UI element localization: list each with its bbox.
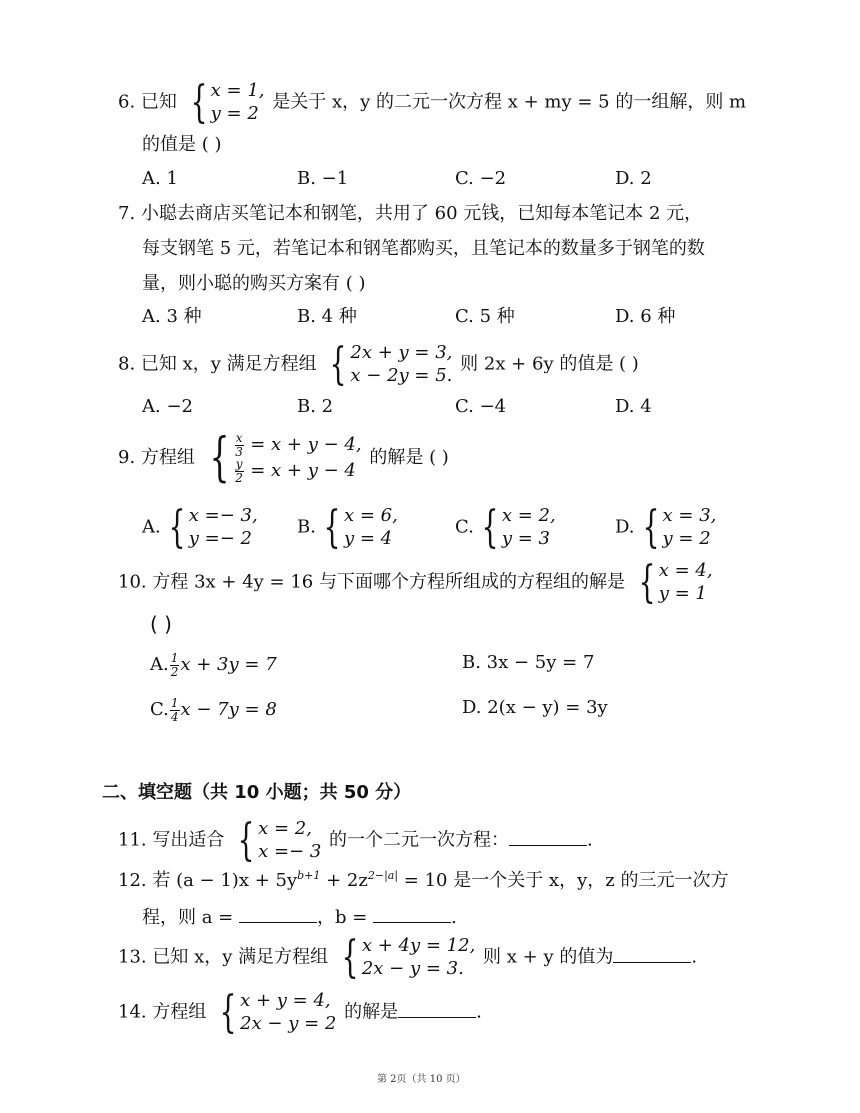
q6-sys-row1: x = 1, [210,80,265,101]
q7-option-b: B. 4 种 [297,306,357,327]
q7-option-c: C. 5 种 [455,306,515,327]
q10-option-d: D. 2(x − y) = 3y [462,697,608,718]
q9-option-a: A. { x =− 3, y =− 2 [142,501,258,553]
q9-system: { $\frac{x}{3}$ = x + y − 4, $\frac{y}{2}$ = x + y − 4 [209,428,362,489]
q9-prefix: 9. 方程组 [118,447,195,469]
q8-option-b: B. 2 [297,396,334,417]
q8-prefix: 8. 已知 x，y 满足方程组 [118,353,317,375]
q8-option-a: A. −2 [142,396,193,417]
q8-line1 [118,338,639,390]
q10-system: { x = 4, y = 1 [638,556,713,608]
q12-answer-blank-b[interactable] [373,906,451,923]
q6-option-b: B. −1 [297,168,349,189]
q7-line3: 量，则小聪的购买方案有 ( ) [142,273,366,294]
q12-line2: 程，则 a = ，b = . [142,907,457,928]
q11-line: 11. 写出适合 { x = 2, x =− 3 的一个二元一次方程： . [118,814,593,866]
page-footer: 第 2页（共 10 页） [377,1074,466,1085]
q7-line1: 7. 小聪去商店买笔记本和钢笔，共用了 60 元钱，已知每本笔记本 2 元， [118,203,703,224]
q13-line: 13. 已知 x，y 满足方程组 { x + 4y = 12, 2x − y = 3. 则 x + y 的值为 . [118,931,698,983]
q10-option-c: C. $\frac{1}{4}$ x − 7y = 8 [150,696,277,724]
q8-sys-row1: 2x + y = 3, [350,342,453,363]
q9-option-d: D. { x = 3, y = 2 [615,501,717,553]
q6-option-c: C. −2 [455,168,507,189]
q8-option-d: D. 4 [615,396,652,417]
q10-line1 [118,556,715,608]
q7-line2: 每支钢笔 5 元，若笔记本和钢笔都购买，且笔记本的数量多于钢笔的数 [142,238,705,259]
q8-option-c: C. −4 [455,396,507,417]
q9-option-b: B. { x = 6, y = 4 [297,501,398,553]
q12-line1: 12. 若 $(a - 1)x + 5y^{b+1} + 2z^{2-|a|} = 10$ 是一个关于 x，y，z 的三元一次方 [118,869,729,891]
q11-answer-blank[interactable] [509,829,587,846]
section-heading: 二、填空题（共 10 小题；共 50 分） [102,782,412,803]
q9-sys-row2: $\frac{y}{2}$ = x + y − 4 [235,457,356,485]
q9-option-c: C. { x = 2, y = 3 [455,501,556,553]
q7-option-d: D. 6 种 [615,306,676,327]
q6-system: { x = 1, y = 2 [190,76,265,128]
q6-line1 [118,76,747,128]
q14-answer-blank[interactable] [398,1001,476,1018]
q6-sys-row2: y = 2 [210,102,259,124]
q8-sys-row2: x − 2y = 5. [350,364,453,386]
q10-line2: ( ) [150,612,172,636]
q6-line2: 的值是 ( ) [142,134,222,155]
q6-text: 是关于 x，y 的二元一次方程 x + my = 5 的一组解，则 m [272,91,747,113]
q6-option-d: D. 2 [615,168,652,189]
q13-answer-blank[interactable] [613,946,691,963]
q6-prefix: 6. 已知 [118,91,177,113]
q7-option-a: A. 3 种 [142,306,202,327]
q9-suffix: 的解是 ( ) [369,447,449,469]
q14-line: 14. 方程组 { x + y = 4, 2x − y = 2 的解是 . [118,986,482,1038]
q9-line1 [118,428,449,489]
q8-system: { 2x + y = 3, x − 2y = 5. [330,338,453,390]
q8-suffix: 则 2x + 6y 的值是 ( ) [460,353,639,375]
q12-answer-blank-a[interactable] [239,906,317,923]
q10-option-b: B. 3x − 5y = 7 [462,652,595,673]
q10-text: 10. 方程 3x + 4y = 16 与下面哪个方程所组成的方程组的解是 [118,571,625,593]
q6-option-a: A. 1 [142,168,178,189]
q9-sys-row1: $\frac{x}{3}$ = x + y − 4, [235,431,362,459]
q10-option-a: A. $\frac{1}{2}$ x + 3y = 7 [150,651,277,679]
